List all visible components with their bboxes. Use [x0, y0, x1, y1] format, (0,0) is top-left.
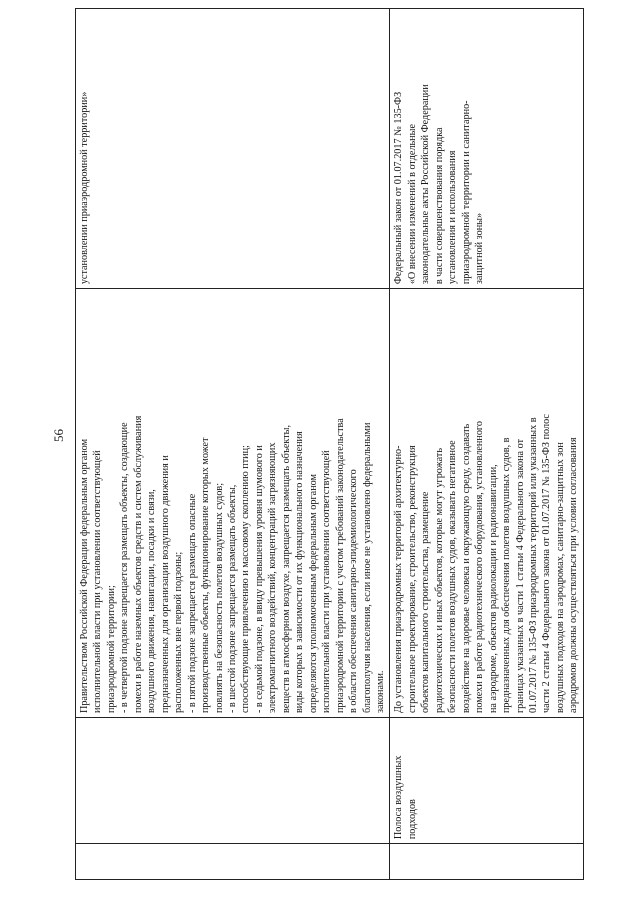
text-line: Правительством Российской Федерации федеральным органом — [79, 438, 90, 714]
text-line: в области обеспечения санитарно-эпидемиологического — [348, 469, 360, 714]
text-line: - в шестой подзоне запрещается размещать объекты, — [226, 484, 238, 714]
text-line: аэродромов должны осуществляться при условии согласования — [568, 437, 580, 714]
text-line: приаэродромной территории и санитарно- — [460, 100, 472, 285]
legal-basis-cell — [76, 9, 390, 289]
document-table-wrapper — [75, 8, 580, 880]
text-line: Федеральный закон от 01.07.2017 № 135-ФЗ — [393, 91, 405, 285]
zone-cell: Полоса воздушных подходов — [390, 718, 583, 844]
text-line: установлении приаэродромной территории» — [79, 91, 90, 285]
text-line: «О внесении изменений в отдельные — [406, 124, 418, 285]
text-line: воздействие на здоровье человека и окружающую среду, создавать — [460, 423, 472, 714]
text-line: законодательные акты Российской Федерации — [420, 84, 432, 285]
text-line: - в седьмой подзоне, в ввиду превышения уровня шумового и — [253, 445, 265, 714]
regulations-table — [75, 8, 584, 880]
text-line: безопасности полетов воздушных судов, оказывать негативное — [447, 440, 459, 714]
text-line: объектов капитального строительства, размещение — [420, 491, 432, 714]
restrictions-cell — [390, 289, 583, 718]
text-line: помехи в работе наземных объектов средств и систем обслуживания — [132, 415, 144, 714]
page-number: 56 — [51, 429, 66, 442]
text-line: исполнительной власти при установлении соответствующей — [321, 450, 333, 714]
text-line: приаэродромной территории с учетом требований законодательства — [334, 418, 346, 714]
text-line: определяются уполномоченным федеральным органом — [307, 474, 319, 714]
text-line: расположенных вне первой подзоны; — [173, 551, 185, 714]
index-cell — [76, 844, 390, 880]
text-line: защитной зоны» — [474, 212, 486, 285]
text-line: - в четвертой подзоне запрещается размещать объекты, создающие — [119, 422, 131, 714]
text-line: законами. — [374, 670, 386, 714]
text-line: строительное проектирование, строительство, реконструкция — [406, 445, 418, 714]
legal-basis-cell — [390, 9, 583, 289]
text-line: помехи в работе радиотехнического оборудования, установленного — [474, 421, 486, 714]
text-line: До установления приаэродромных территорий архитектурно- — [393, 445, 405, 714]
text-line: части 2 статьи 4 Федерального закона от 01.07.2017 № 135-ФЗ полос — [541, 414, 553, 714]
table-row — [390, 9, 583, 880]
text-line: повлиять на безопасность полетов воздушных судов; — [213, 482, 225, 714]
text-line: электромагнитного воздействий, концентраций загрязняющих — [267, 442, 279, 714]
text-line: воздушных подходов на аэродромах, санитарно-защитных зон — [554, 442, 566, 714]
text-line: на аэродроме, объектов радиолокации и радионавигации, — [487, 464, 499, 714]
text-line: веществ в атмосферном воздухе, запрещается размещать объекты, — [280, 424, 292, 714]
text-line: производственные объекты, функционирование которых может — [200, 437, 212, 714]
index-cell — [390, 844, 583, 880]
text-line: предназначенных для организации воздушного движения и — [159, 455, 171, 714]
text-line: установления и использования — [447, 150, 459, 285]
text-line: благополучия населения, если иное не установлено федеральными — [361, 422, 373, 714]
table-row — [76, 9, 390, 880]
zone-cell — [76, 718, 390, 844]
text-line: в части совершенствования порядка — [433, 127, 445, 285]
text-line: - в пятой подзоне запрещается размещать опасные — [186, 493, 198, 714]
text-line: радиотехнических и иных объектов, которые могут угрожать — [433, 447, 445, 714]
text-line: воздушного движения, навигации, посадки и связи, — [146, 489, 158, 714]
text-line: 01.07.2017 № 135-ФЗ приаэродромных территорий или указанных в — [527, 417, 539, 714]
text-line: предназначенных для обеспечения полетов воздушных судов, в — [501, 437, 513, 714]
text-line: исполнительной власти при установлении соответствующей — [92, 450, 104, 714]
restrictions-cell — [76, 289, 390, 718]
text-line: границах указанных в части 1 статьи 4 Федерального закона от — [514, 438, 526, 714]
text-line: способствующие привлечению и массовому скоплению птиц; — [240, 445, 252, 714]
text-line: приаэродромной территории; — [105, 585, 117, 714]
text-line: виды которых в зависимости от их функционального назначения — [294, 431, 306, 714]
